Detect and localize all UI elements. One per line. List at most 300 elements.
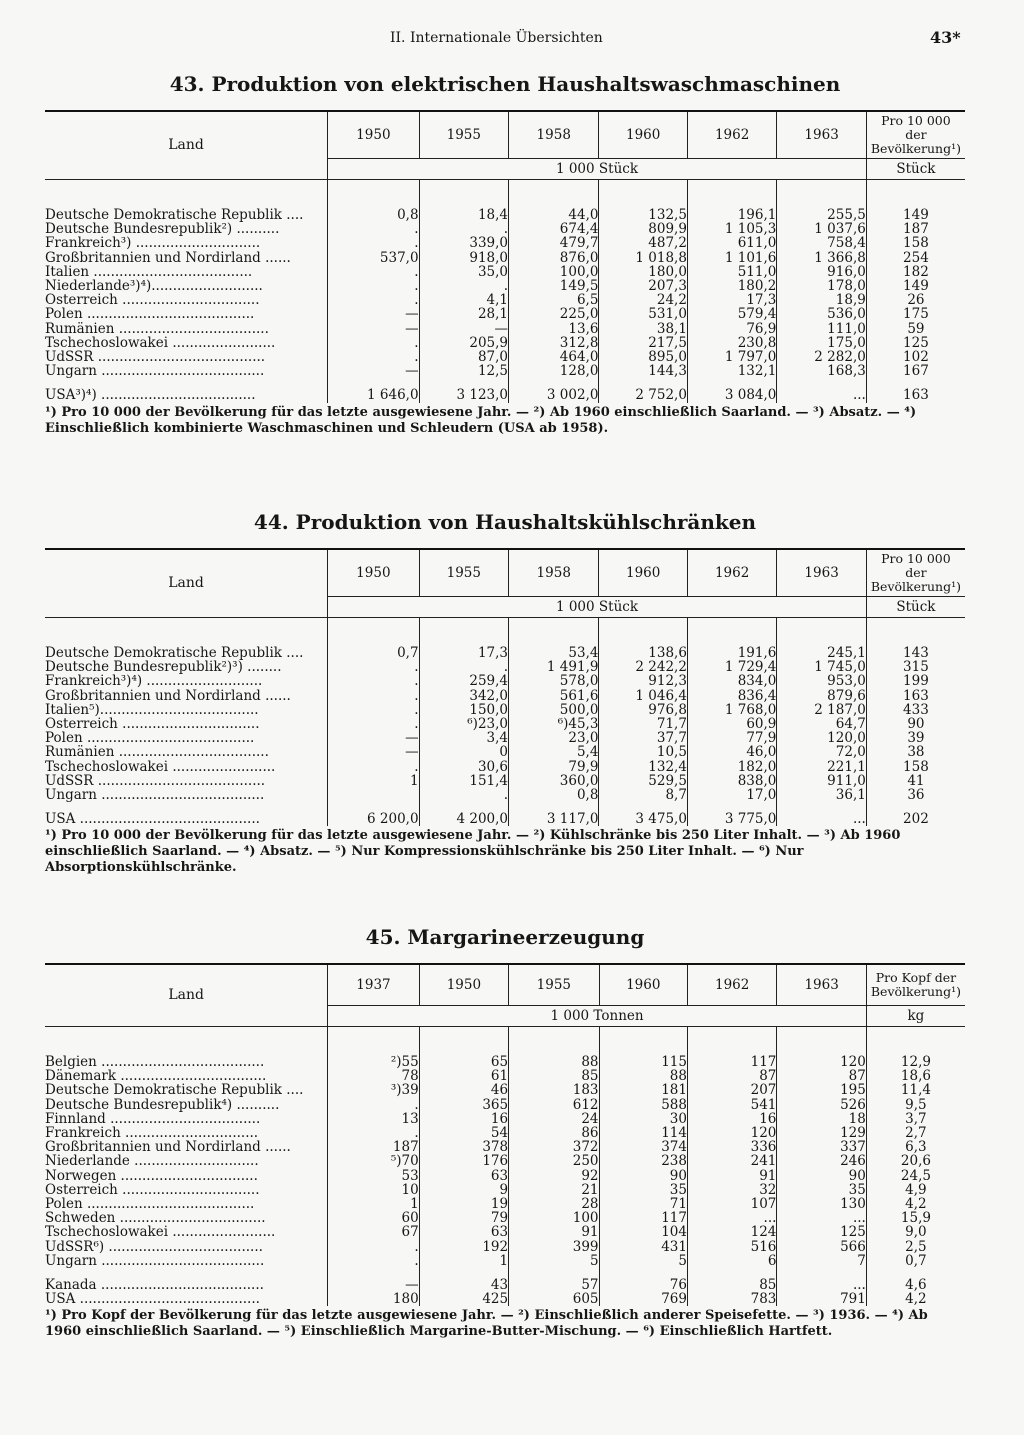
value-cell: 1 768,0: [687, 703, 776, 717]
country-name: Schweden ..................................: [45, 1211, 266, 1226]
page-number: 43*: [930, 28, 961, 47]
value-cell: 3 117,0: [509, 812, 599, 826]
value-cell: 124: [687, 1225, 776, 1239]
land-column-header: Land: [45, 964, 328, 1027]
spacer-cell: [687, 618, 776, 647]
table-row: [45, 307, 965, 321]
value-cell: 20,6: [866, 1154, 965, 1168]
spacer-cell: [777, 180, 866, 209]
table-row: [45, 1197, 965, 1211]
value-cell: 205,9: [419, 336, 508, 350]
value-cell: 17,0: [687, 788, 776, 802]
country-name: Großbritannien und Nordirland ......: [45, 688, 291, 703]
country-name: Polen .......................................: [45, 731, 255, 746]
spacer-cell: [328, 1027, 419, 1056]
value-cell: 85: [687, 1278, 776, 1292]
value-cell: 541: [687, 1098, 776, 1112]
value-cell: .: [328, 222, 419, 236]
country-name: Rumänien ...................................: [45, 321, 269, 336]
value-cell: 876,0: [509, 251, 599, 265]
value-cell: 3,4: [419, 731, 508, 745]
value-cell: 588: [599, 1098, 687, 1112]
country-name: Frankreich ...............................: [45, 1126, 259, 1141]
value-cell: 120: [687, 1126, 776, 1140]
value-cell: 54: [419, 1126, 508, 1140]
per-capita-unit: Stück: [866, 159, 965, 180]
year-header: 1960: [599, 549, 687, 597]
value-cell: 511,0: [687, 265, 776, 279]
value-cell: 18,4: [419, 208, 508, 222]
header-row: [45, 111, 965, 159]
spacer-cell: [509, 180, 599, 209]
value-cell: 3,7: [866, 1112, 965, 1126]
value-cell: 3 002,0: [509, 388, 599, 402]
value-cell: 79,9: [509, 760, 599, 774]
value-cell: 187: [328, 1140, 419, 1154]
value-cell: 9,0: [866, 1225, 965, 1239]
spacer-cell: [45, 378, 328, 388]
value-cell: 26: [866, 293, 965, 307]
table-row: [45, 1225, 965, 1239]
value-cell: 17,3: [687, 293, 776, 307]
spacer-cell: [45, 180, 328, 209]
value-cell: 100,0: [509, 265, 599, 279]
table-title: 43. Produktion von elektrischen Haushaltswaschmaschinen: [169, 72, 841, 96]
value-cell: 2 187,0: [777, 703, 866, 717]
value-cell: 138,6: [599, 646, 687, 660]
value-cell: 238: [599, 1154, 687, 1168]
value-cell: 1 745,0: [777, 660, 866, 674]
table-row: [45, 760, 965, 774]
per-capita-unit: kg: [866, 1006, 965, 1027]
country-name: Großbritannien und Nordirland ......: [45, 1140, 291, 1155]
country-name: UdSSR .......................................: [45, 350, 266, 365]
value-cell: 18,9: [777, 293, 866, 307]
value-cell: 13,6: [509, 322, 599, 336]
value-cell: 225,0: [509, 307, 599, 321]
value-cell: 90: [777, 1169, 866, 1183]
value-cell: 254: [866, 251, 965, 265]
value-cell: 100: [509, 1211, 599, 1225]
year-header: 1950: [328, 549, 419, 597]
value-cell: 60,9: [687, 717, 776, 731]
table-row: [45, 674, 965, 688]
value-cell: 487,2: [599, 236, 687, 250]
value-cell: 30: [599, 1112, 687, 1126]
value-cell: —: [328, 307, 419, 321]
year-header: 1937: [328, 964, 419, 1006]
value-cell: 464,0: [509, 350, 599, 364]
value-cell: 111,0: [777, 322, 866, 336]
value-cell: 43: [419, 1278, 508, 1292]
year-header: 1960: [599, 964, 687, 1006]
value-cell: 72,0: [777, 745, 866, 759]
value-cell: 36,1: [777, 788, 866, 802]
value-cell: —: [328, 731, 419, 745]
value-cell: 151,4: [419, 774, 508, 788]
year-header: 1958: [509, 111, 599, 159]
table-row: [45, 745, 965, 759]
table-row: [45, 364, 965, 378]
country-name: Tschechoslowakei ........................: [45, 759, 276, 774]
table-row: [45, 1183, 965, 1197]
value-cell: 88: [599, 1069, 687, 1083]
value-cell: 180,2: [687, 279, 776, 293]
value-cell: —: [328, 322, 419, 336]
country-name: USA³)⁴) ....................................: [45, 388, 256, 403]
value-cell: 246: [777, 1154, 866, 1168]
spacer-cell: [45, 1268, 328, 1278]
value-cell: 1 646,0: [328, 388, 419, 402]
value-cell: —: [328, 745, 419, 759]
table-row: [45, 236, 965, 250]
value-cell: 21: [509, 1183, 599, 1197]
value-cell: 46: [419, 1083, 508, 1097]
table-row: [45, 293, 965, 307]
year-header: 1963: [777, 549, 866, 597]
value-cell: 5,4: [509, 745, 599, 759]
table-row: [45, 731, 965, 745]
value-cell: 104: [599, 1225, 687, 1239]
value-cell: 221,1: [777, 760, 866, 774]
country-name: Deutsche Bundesrepublik²)³) ........: [45, 660, 282, 675]
value-cell: 9,5: [866, 1098, 965, 1112]
value-cell: 44,0: [509, 208, 599, 222]
table-row: [45, 788, 965, 802]
value-cell: [328, 788, 419, 802]
value-cell: 182: [866, 265, 965, 279]
value-cell: .: [328, 689, 419, 703]
value-cell: 834,0: [687, 674, 776, 688]
value-cell: 1 729,4: [687, 660, 776, 674]
value-cell: 255,5: [777, 208, 866, 222]
value-cell: 129: [777, 1126, 866, 1140]
country-name: Tschechoslowakei ........................: [45, 335, 276, 351]
value-cell: 578,0: [509, 674, 599, 688]
value-cell: 605: [509, 1292, 599, 1306]
value-cell: 838,0: [687, 774, 776, 788]
value-cell: 953,0: [777, 674, 866, 688]
value-cell: 17,3: [419, 646, 508, 660]
value-cell: 192: [419, 1240, 508, 1254]
value-cell: 2 242,2: [599, 660, 687, 674]
value-cell: 158: [866, 760, 965, 774]
value-cell: 187: [866, 222, 965, 236]
spacer-cell: [419, 618, 508, 647]
value-cell: 117: [687, 1055, 776, 1069]
value-cell: 168,3: [777, 364, 866, 378]
value-cell: 315: [866, 660, 965, 674]
table-row: [45, 646, 965, 660]
value-cell: 90: [866, 717, 965, 731]
value-cell: 87,0: [419, 350, 508, 364]
country-name: Österreich ................................: [45, 717, 260, 732]
value-cell: 207: [687, 1083, 776, 1097]
table-row: [45, 208, 965, 222]
country-name: UdSSR .......................................: [45, 773, 266, 789]
country-name: Norwegen ................................: [45, 1168, 258, 1183]
value-cell: 2,5: [866, 1240, 965, 1254]
value-cell: 24: [509, 1112, 599, 1126]
table-row: [45, 251, 965, 265]
value-cell: 125: [777, 1225, 866, 1239]
country-name: Italien⁵).....................................: [45, 702, 259, 718]
value-cell: 87: [777, 1069, 866, 1083]
value-cell: .: [328, 760, 419, 774]
country-name: Frankreich³)⁴) ...........................: [45, 674, 263, 689]
table-row: [45, 222, 965, 236]
value-cell: 1 037,6: [777, 222, 866, 236]
value-cell: 337: [777, 1140, 866, 1154]
value-cell: .: [328, 1254, 419, 1268]
value-cell: 132,5: [599, 208, 687, 222]
country-name: Tschechoslowakei ........................: [45, 1225, 276, 1240]
value-cell: 24,5: [866, 1169, 965, 1183]
value-cell: 5: [509, 1254, 599, 1268]
table-row: [45, 1292, 965, 1306]
value-cell: 6,3: [866, 1140, 965, 1154]
value-cell: 674,4: [509, 222, 599, 236]
value-cell: 791: [777, 1292, 866, 1306]
country-name: Großbritannien und Nordirland ......: [45, 250, 291, 265]
table-row: [45, 689, 965, 703]
value-cell: .: [328, 674, 419, 688]
table-row: [45, 1254, 965, 1268]
country-name: Österreich ................................: [45, 1182, 260, 1198]
value-cell: 1 797,0: [687, 350, 776, 364]
value-cell: 150,0: [419, 703, 508, 717]
value-cell: —: [328, 1278, 419, 1292]
value-cell: 1 101,6: [687, 251, 776, 265]
value-cell: .: [328, 336, 419, 350]
value-cell: 374: [599, 1140, 687, 1154]
value-cell: 537,0: [328, 251, 419, 265]
value-cell: ...: [777, 1211, 866, 1225]
value-cell: 13: [328, 1112, 419, 1126]
value-cell: 59: [866, 322, 965, 336]
value-cell: 196,1: [687, 208, 776, 222]
value-cell: 918,0: [419, 251, 508, 265]
value-cell: 38: [866, 745, 965, 759]
value-cell: 500,0: [509, 703, 599, 717]
country-name: Deutsche Demokratische Republik ....: [45, 208, 304, 223]
value-cell: 19: [419, 1197, 508, 1211]
value-cell: 18: [777, 1112, 866, 1126]
year-header: 1955: [419, 111, 508, 159]
value-cell: 91: [687, 1169, 776, 1183]
statistics-table: [45, 963, 965, 1306]
value-cell: 71: [599, 1197, 687, 1211]
value-cell: 245,1: [777, 646, 866, 660]
spacer-cell: [866, 1027, 965, 1056]
per-capita-header: Pro 10 000 der Bevölkerung¹): [866, 111, 965, 159]
value-cell: 92: [509, 1169, 599, 1183]
spacer-cell: [328, 180, 419, 209]
value-cell: 836,4: [687, 689, 776, 703]
country-name: Österreich ................................: [45, 293, 260, 308]
value-cell: 342,0: [419, 689, 508, 703]
value-cell: 167: [866, 364, 965, 378]
spacer-cell: [419, 1027, 508, 1056]
value-cell: 125: [866, 336, 965, 350]
table-row: [45, 1112, 965, 1126]
value-cell: 1 046,4: [599, 689, 687, 703]
value-cell: 60: [328, 1211, 419, 1225]
spacer-cell: [687, 180, 776, 209]
value-cell: 41: [866, 774, 965, 788]
value-cell: 15,9: [866, 1211, 965, 1225]
table-row: [45, 1069, 965, 1083]
value-cell: 372: [509, 1140, 599, 1154]
spacer-cell: [509, 1027, 599, 1056]
value-cell: 65: [419, 1055, 508, 1069]
value-cell: 175: [866, 307, 965, 321]
value-cell: 63: [419, 1225, 508, 1239]
header-row: [45, 549, 965, 597]
value-cell: 76: [599, 1278, 687, 1292]
value-cell: 312,8: [509, 336, 599, 350]
value-cell: 1 366,8: [777, 251, 866, 265]
value-cell: 183: [509, 1083, 599, 1097]
country-name: Niederlande .............................: [45, 1154, 259, 1169]
value-cell: 4,2: [866, 1197, 965, 1211]
year-header: 1962: [687, 111, 776, 159]
value-cell: .: [419, 788, 508, 802]
value-cell: 529,5: [599, 774, 687, 788]
value-cell: 67: [328, 1225, 419, 1239]
value-cell: 433: [866, 703, 965, 717]
value-cell: 9: [419, 1183, 508, 1197]
table-row: [45, 774, 965, 788]
value-cell: 64,7: [777, 717, 866, 731]
table-row: [45, 1083, 965, 1097]
value-cell: 916,0: [777, 265, 866, 279]
value-cell: 107: [687, 1197, 776, 1211]
value-cell: 0,8: [328, 208, 419, 222]
value-cell: 241: [687, 1154, 776, 1168]
table-title: 44. Produktion von Haushaltskühlschränken: [253, 510, 757, 534]
country-name: UdSSR⁶) ....................................: [45, 1239, 263, 1254]
value-cell: 120: [777, 1055, 866, 1069]
land-column-header: Land: [45, 549, 328, 618]
value-cell: 339,0: [419, 236, 508, 250]
value-cell: —: [419, 322, 508, 336]
value-cell: 23,0: [509, 731, 599, 745]
value-cell: 79: [419, 1211, 508, 1225]
country-name: Deutsche Demokratische Republik ....: [45, 1083, 304, 1098]
value-cell: 39: [866, 731, 965, 745]
year-header: 1962: [687, 549, 776, 597]
value-cell: 2,7: [866, 1126, 965, 1140]
table-title: 45. Margarineerzeugung: [365, 925, 645, 949]
value-cell: 53: [328, 1169, 419, 1183]
country-name: Deutsche Bundesrepublik⁴) ..........: [45, 1097, 280, 1112]
value-cell: ...: [777, 812, 866, 826]
value-cell: 360,0: [509, 774, 599, 788]
country-name: USA ..........................................: [45, 1292, 260, 1307]
value-cell: 6: [687, 1254, 776, 1268]
value-cell: 1 018,8: [599, 251, 687, 265]
value-cell: 1 105,3: [687, 222, 776, 236]
table-row: [45, 703, 965, 717]
value-cell: 479,7: [509, 236, 599, 250]
year-header: 1960: [599, 111, 687, 159]
value-cell: 0: [419, 745, 508, 759]
value-cell: .: [328, 717, 419, 731]
spacer-cell: [419, 180, 508, 209]
value-cell: 230,8: [687, 336, 776, 350]
value-cell: 115: [599, 1055, 687, 1069]
table-row: [45, 1240, 965, 1254]
value-cell: 1: [328, 774, 419, 788]
spacer-row: [45, 1027, 965, 1056]
running-title: II. Internationale Übersichten: [390, 30, 603, 46]
value-cell: 18,6: [866, 1069, 965, 1083]
country-name: Ungarn ......................................: [45, 364, 265, 379]
value-cell: 117: [599, 1211, 687, 1225]
table-row: [45, 1278, 965, 1292]
value-cell: 102: [866, 350, 965, 364]
table-row: [45, 1211, 965, 1225]
value-cell: 561,6: [509, 689, 599, 703]
value-cell: 879,6: [777, 689, 866, 703]
value-cell: 2 282,0: [777, 350, 866, 364]
value-cell: 4,1: [419, 293, 508, 307]
value-cell: 181: [599, 1083, 687, 1097]
value-cell: 207,3: [599, 279, 687, 293]
value-cell: .: [419, 279, 508, 293]
value-cell: 178,0: [777, 279, 866, 293]
year-header: 1963: [777, 964, 866, 1006]
value-cell: 4,9: [866, 1183, 965, 1197]
value-cell: 6 200,0: [328, 812, 419, 826]
unit-label: 1 000 Tonnen: [328, 1006, 867, 1027]
value-cell: 114: [599, 1126, 687, 1140]
value-cell: 120,0: [777, 731, 866, 745]
value-cell: 0,8: [509, 788, 599, 802]
value-cell: 5: [599, 1254, 687, 1268]
country-name: Niederlande³)⁴)..........................: [45, 279, 263, 294]
value-cell: ...: [777, 1278, 866, 1292]
value-cell: 336: [687, 1140, 776, 1154]
value-cell: 88: [509, 1055, 599, 1069]
value-cell: 35,0: [419, 265, 508, 279]
value-cell: 158: [866, 236, 965, 250]
value-cell: 199: [866, 674, 965, 688]
value-cell: 180,0: [599, 265, 687, 279]
value-cell: 566: [777, 1240, 866, 1254]
value-cell: 0,7: [866, 1254, 965, 1268]
value-cell: 191,6: [687, 646, 776, 660]
value-cell: .: [328, 265, 419, 279]
value-cell: 77,9: [687, 731, 776, 745]
value-cell: 53,4: [509, 646, 599, 660]
value-cell: 431: [599, 1240, 687, 1254]
value-cell: .: [328, 1126, 419, 1140]
table-row: [45, 812, 965, 826]
value-cell: 4,6: [866, 1278, 965, 1292]
table-row: [45, 336, 965, 350]
country-name: Kanada ......................................: [45, 1278, 264, 1293]
value-cell: 175,0: [777, 336, 866, 350]
value-cell: 24,2: [599, 293, 687, 307]
value-cell: 3 475,0: [599, 812, 687, 826]
year-header: 1950: [419, 964, 508, 1006]
spacer-cell: [687, 1027, 776, 1056]
value-cell: 176: [419, 1154, 508, 1168]
value-cell: .: [328, 1240, 419, 1254]
table-row: [45, 322, 965, 336]
